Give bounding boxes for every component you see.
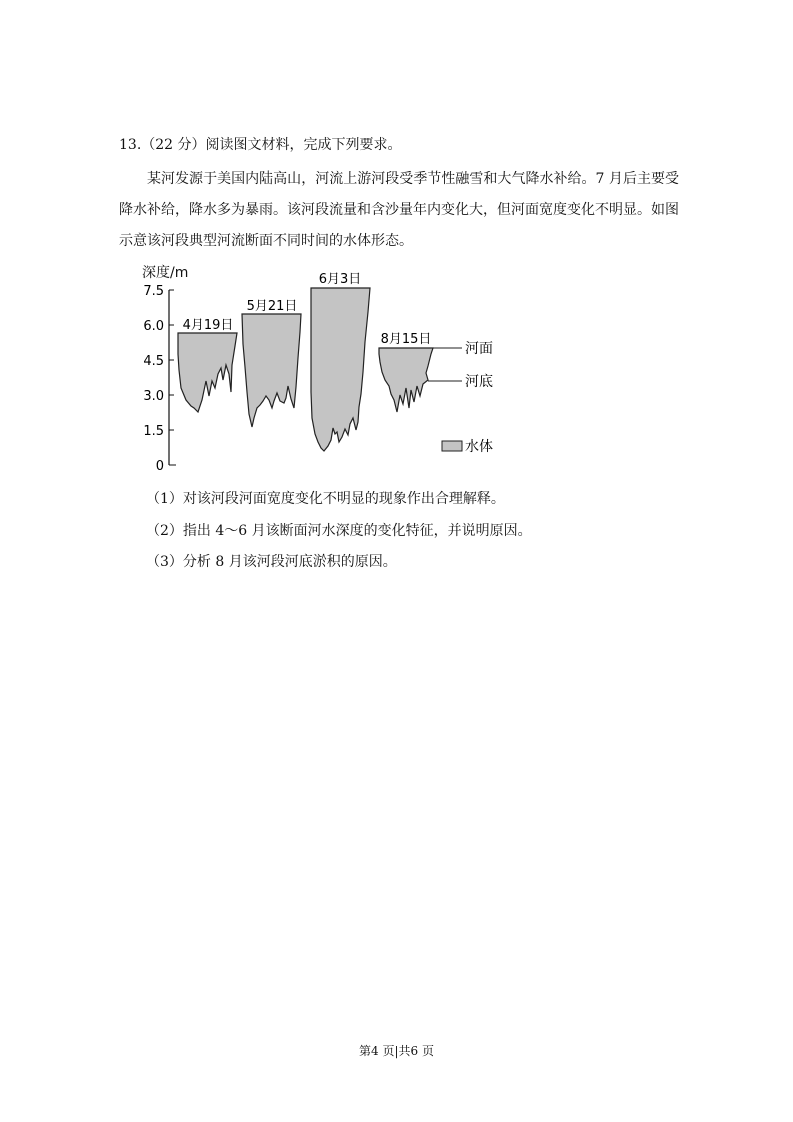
y-tick-label: 1.5 xyxy=(143,424,164,439)
label-river-bottom: 河底 xyxy=(465,374,493,390)
date-label-apr19: 4月19日 xyxy=(182,318,234,333)
water-body-may21 xyxy=(242,314,301,427)
water-body-apr19 xyxy=(178,333,237,412)
question-title: 13.（22 分）阅读图文材料，完成下列要求。 xyxy=(119,137,402,153)
question-paragraph: 某河发源于美国内陆高山，河流上游河段受季节性融雪和大气降水补给。7 月后主要受降水补给，降水多为暴雨。该河段流量和含沙量年内变化大，但河面宽度变化不明显。如图示意该河段典型河流断面不同时间的水体形态。 xyxy=(119,171,679,249)
sub-question-3: （3）分析 8 月该河段河底淤积的原因。 xyxy=(146,554,397,570)
legend-label: 水体 xyxy=(465,439,493,455)
y-tick-label: 3.0 xyxy=(143,389,164,404)
sub-question-2: （2）指出 4～6 月该断面河水深度的变化特征，并说明原因。 xyxy=(146,523,532,539)
y-tick-label: 7.5 xyxy=(143,284,164,299)
water-body-jun3 xyxy=(311,288,370,451)
page-footer: 第4 页|共6 页 xyxy=(359,1044,434,1058)
y-tick-label: 0 xyxy=(155,459,164,474)
legend-swatch xyxy=(442,441,462,451)
y-axis-ticks xyxy=(169,290,176,465)
river-cross-section-figure xyxy=(136,262,506,474)
y-tick-label: 6.0 xyxy=(143,319,164,334)
date-label-may21: 5月21日 xyxy=(246,299,298,314)
sub-question-1: （1）对该河段河面宽度变化不明显的现象作出合理解释。 xyxy=(146,491,505,507)
water-body-aug15 xyxy=(379,348,433,412)
date-label-aug15: 8月15日 xyxy=(380,332,432,347)
label-river-surface: 河面 xyxy=(465,341,493,357)
y-tick-label: 4.5 xyxy=(143,354,164,369)
y-axis-label: 深度/m xyxy=(142,265,189,281)
date-label-jun3: 6月3日 xyxy=(318,272,362,287)
